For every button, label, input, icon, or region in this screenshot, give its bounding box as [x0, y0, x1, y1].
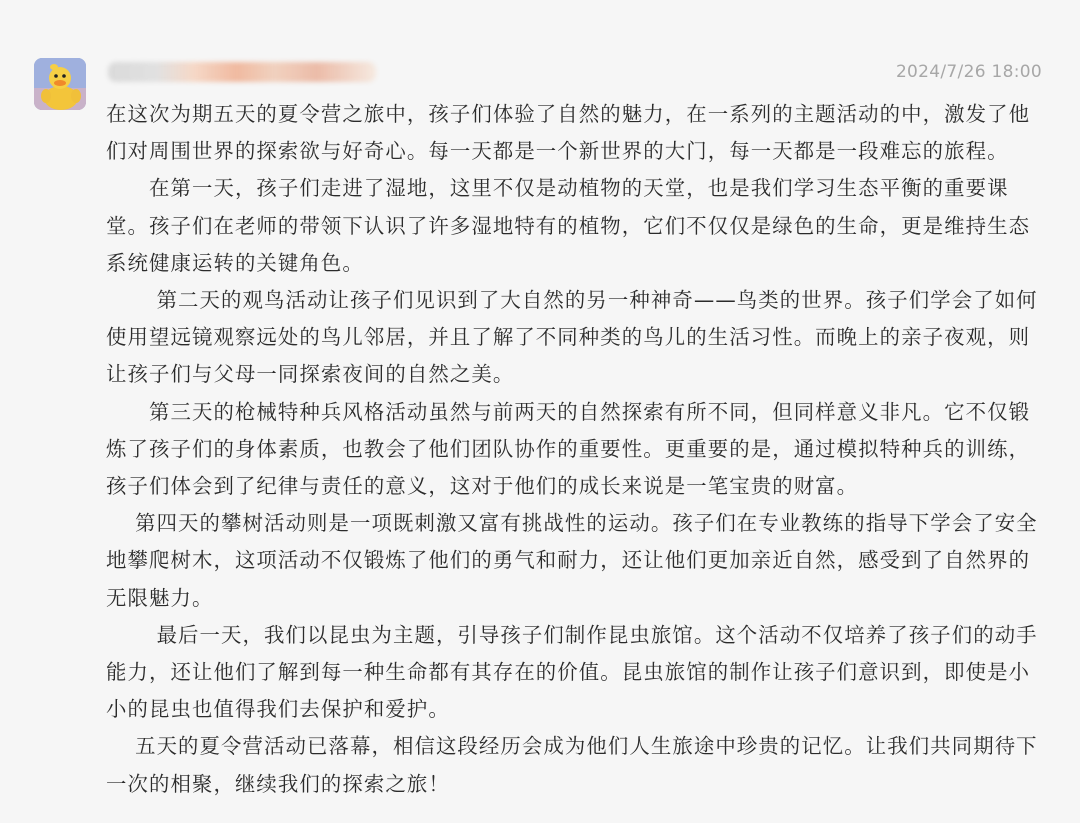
post-paragraph: 在第一天，孩子们走进了湿地，这里不仅是动植物的天堂，也是我们学习生态平衡的重要课堂。孩子们在老师的带领下认识了许多湿地特有的植物，它们不仅仅是绿色的生命，更是维持生态系统健康运转的关键角色。 — [106, 176, 1031, 275]
post-paragraph: 第二天的观鸟活动让孩子们见识到了大自然的另一种神奇——鸟类的世界。孩子们学会了如何使用望远镜观察远处的鸟儿邻居，并且了解了不同种类的鸟儿的生活习性。而晚上的亲子夜观，则让孩子们与父母一同探索夜间的自然之美。 — [106, 288, 1038, 387]
duck-avatar-icon[interactable] — [34, 58, 86, 110]
post-body — [106, 96, 1046, 803]
post-paragraph: 最后一天，我们以昆虫为主题，引导孩子们制作昆虫旅馆。这个活动不仅培养了孩子们的动手能力，还让他们了解到每一种生命都有其存在的价值。昆虫旅馆的制作让孩子们意识到，即使是小小的昆虫也值得我们去保护和爱护。 — [106, 622, 1038, 722]
author-name[interactable] — [108, 62, 376, 82]
post-paragraph: 五天的夏令营活动已落幕，相信这段经历会成为他们人生旅途中珍贵的记忆。让我们共同期待下一次的相聚，继续我们的探索之旅！ — [106, 734, 1038, 796]
post-timestamp: 2024/7/26 18:00 — [895, 62, 1042, 82]
post-paragraph: 在这次为期五天的夏令营之旅中，孩子们体验了自然的魅力，在一系列的主题活动的中，激发了他们对周围世界的探索欲与好奇心。每一天都是一个新世界的大门，每一天都是一段难忘的旅程。 — [106, 102, 1031, 164]
post-paragraph: 第四天的攀树活动则是一项既刺激又富有挑战性的运动。孩子们在专业教练的指导下学会了安全地攀爬树木，这项活动不仅锻炼了他们的勇气和耐力，还让他们更加亲近自然，感受到了自然界的无限魅力。 — [106, 511, 1038, 610]
post-paragraph: 第三天的枪械特种兵风格活动虽然与前两天的自然探索有所不同，但同样意义非凡。它不仅锻炼了孩子们的身体素质，也教会了他们团队协作的重要性。更重要的是，通过模拟特种兵的训练，孩子们体会到了纪律与责任的意义，这对于他们的成长来说是一笔宝贵的财富。 — [106, 399, 1031, 499]
